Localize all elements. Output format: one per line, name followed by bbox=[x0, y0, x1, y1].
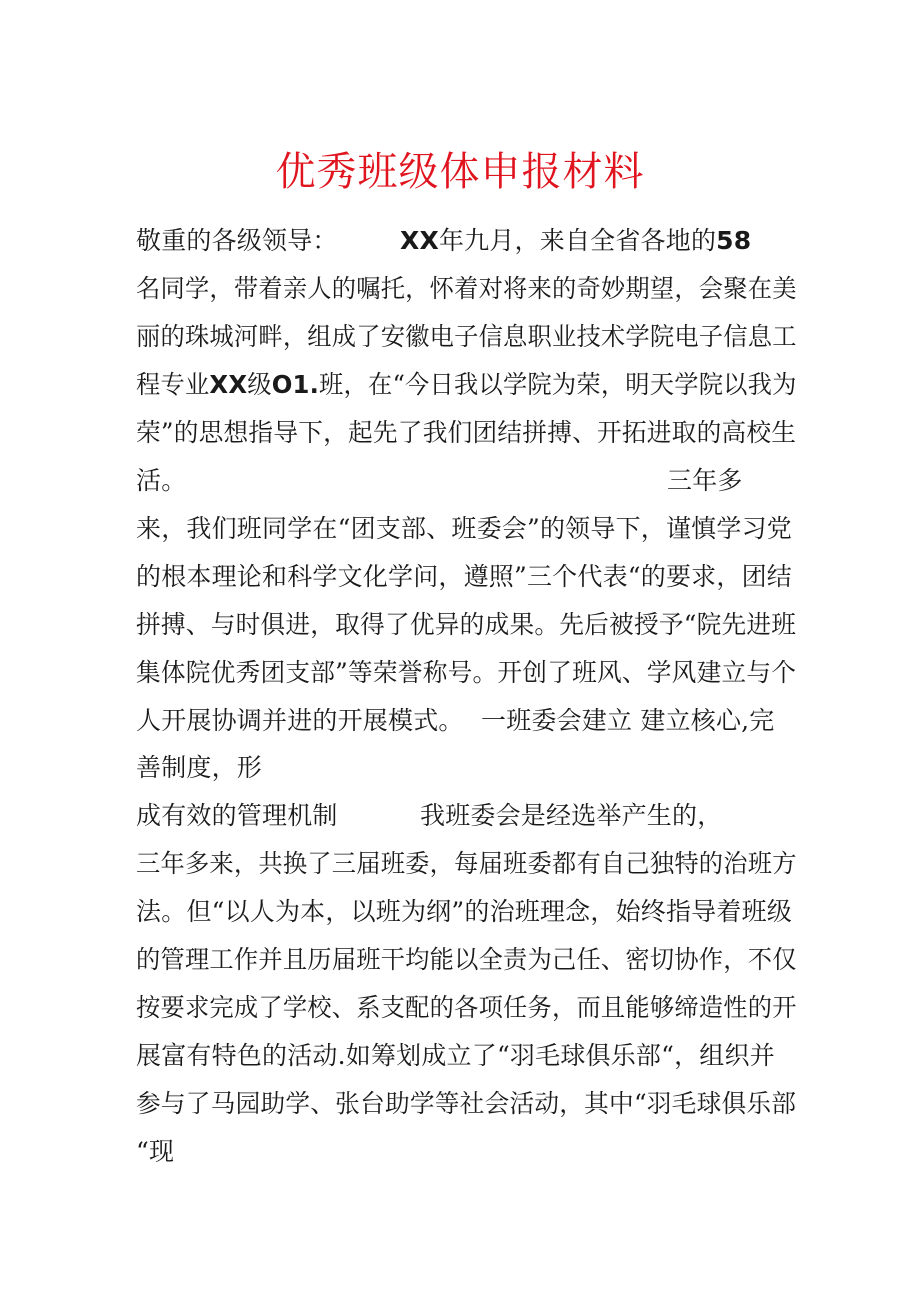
paragraph-line: 拼搏、与时俱进，取得了优异的成果。先后被授予“院先进班 bbox=[136, 610, 797, 639]
section-heading: 一班委会建立 建立核心,完 bbox=[481, 706, 775, 735]
paragraph-line: 荣”的思想指导下，起先了我们团结拼搏、开拓进取的高校生 bbox=[136, 418, 797, 447]
paragraph-line: 善制度，形 bbox=[136, 753, 263, 782]
paragraph-line: 法。但“以人为本，以班为纲”的治班理念，始终指导着班级 bbox=[136, 897, 792, 926]
paragraph-line: “现 bbox=[136, 1137, 175, 1166]
paragraph-line: 按要求完成了学校、系支配的各项任务，而且能够缔造性的开 bbox=[136, 993, 797, 1022]
paragraph-line: 的管理工作并且历届班干均能以全责为己任、密切协作，不仅 bbox=[136, 945, 797, 974]
paragraph-line: 的根本理论和科学文化学问，遵照”三个代表“的要求，团结 bbox=[136, 562, 792, 591]
line-continuation: XX年九月，来自全省各地的58 bbox=[400, 226, 752, 255]
paragraph-line: 丽的珠城河畔，组成了安徽电子信息职业技术学院电子信息工 bbox=[136, 322, 797, 351]
paragraph-line: 成有效的管理机制 我班委会是经选举产生的， bbox=[136, 801, 723, 830]
paragraph-line: 名同学，带着亲人的嘱托，怀着对将来的奇妙期望，会聚在美 bbox=[136, 274, 797, 303]
paragraph-line: 活。 三年多 bbox=[136, 466, 743, 495]
salutation: 敬重的各级领导： bbox=[136, 226, 338, 255]
paragraph-line: 三年多来，共换了三届班委，每届班委都有自己独特的治班方 bbox=[136, 849, 797, 878]
paragraph-line: 集体院优秀团支部”等荣誉称号。开创了班风、学风建立与个 bbox=[136, 658, 797, 687]
paragraph-line bbox=[136, 221, 752, 261]
paragraph-line: 展富有特色的活动.如筹划成立了“羽毛球俱乐部“，组织并 bbox=[136, 1041, 775, 1070]
document-title: 优秀班级体申报材料 bbox=[275, 149, 645, 195]
paragraph-line: 参与了马园助学、张台助学等社会活动，其中“羽毛球俱乐部 bbox=[136, 1089, 797, 1118]
paragraph-line: 来，我们班同学在“团支部、班委会”的领导下，谨慎学习党 bbox=[136, 514, 792, 543]
paragraph-line: 人开展协调并进的开展模式。 一班委会建立 建立核心,完 bbox=[136, 701, 464, 741]
paragraph-line: 程专业XX级O1.班，在“今日我以学院为荣，明天学院以我为 bbox=[136, 370, 797, 399]
